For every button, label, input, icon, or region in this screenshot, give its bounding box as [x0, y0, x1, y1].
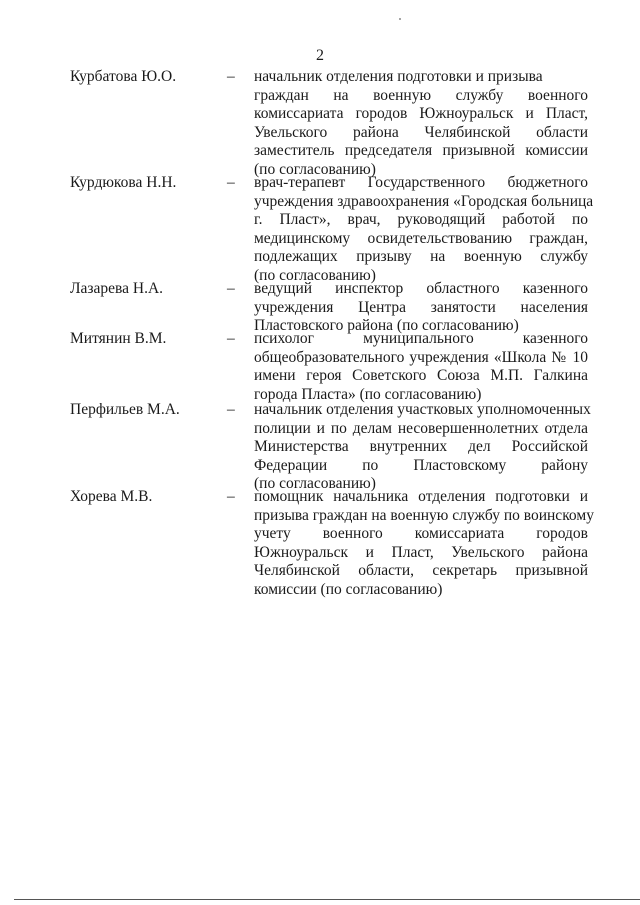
position-line: (по согласованию): [254, 266, 376, 284]
page-number: 2: [316, 47, 324, 64]
position-line: Южноуральск и Пласт, Увельского района: [254, 543, 588, 561]
position-line: полиции и по делам несовершеннолетних отдела: [254, 419, 588, 437]
position-line: начальник отделения подготовки и призыва: [254, 68, 543, 85]
position-line: Федерации по Пластовскому району: [254, 456, 588, 474]
member-name: Лазарева Н.А.: [70, 280, 164, 297]
position-line: медицинскому освидетельствованию граждан,: [254, 229, 588, 247]
member-position: [254, 280, 588, 336]
dash-separator: –: [227, 174, 235, 191]
dash-separator: –: [227, 68, 235, 85]
member-name: Перфильев М.А.: [70, 401, 180, 418]
dash-separator: –: [227, 330, 235, 347]
member-position: [254, 68, 588, 179]
position-line: (по согласованию): [254, 160, 376, 178]
position-line: учреждения здравоохранения «Городская больница: [254, 192, 594, 210]
position-line: комиссариата городов Южноуральск и Пласт,: [254, 105, 588, 122]
position-line: граждан на военную службу военного: [254, 86, 588, 104]
position-line: Увельского района Челябинской области: [254, 123, 588, 141]
position-line: психолог муниципального казенного: [254, 330, 588, 347]
member-position: [254, 174, 594, 285]
bottom-rule: [14, 899, 640, 900]
position-line: г. Пласт», врач, руководящий работой по: [254, 211, 588, 228]
position-line: помощник начальника отделения подготовки и: [254, 488, 588, 505]
position-line: комиссии (по согласованию): [254, 580, 443, 598]
member-name: Курбатова Ю.О.: [70, 68, 177, 85]
position-line: общеобразовательного учреждения «Школа № 10: [254, 348, 588, 366]
position-line: (по согласованию): [254, 475, 376, 492]
member-position: [254, 401, 591, 494]
member-position: [254, 330, 588, 404]
position-line: учету военного комиссариата городов: [254, 525, 588, 542]
position-line: учреждения Центра занятости населения: [254, 298, 588, 316]
position-line: подлежащих призыву на военную службу: [254, 248, 588, 265]
position-line: Министерства внутренних дел Российской: [254, 438, 588, 455]
position-line: начальник отделения участковых уполномоченных: [254, 401, 591, 418]
dash-separator: –: [227, 280, 235, 297]
position-line: Челябинской области, секретарь призывной: [254, 562, 588, 579]
position-line: имени героя Советского Союза М.П. Галкина: [254, 367, 588, 384]
position-line: призыва граждан на военную службу по воинскому: [254, 506, 594, 524]
member-name: Митянин В.М.: [70, 330, 167, 347]
dash-separator: –: [227, 401, 235, 418]
position-line: города Пласта» (по согласованию): [254, 385, 482, 403]
position-line: заместитель председателя призывной комиссии: [254, 142, 588, 159]
position-line: врач-терапевт Государственного бюджетного: [254, 174, 588, 191]
dash-separator: –: [227, 488, 235, 505]
position-line: Пластовского района (по согласованию): [254, 317, 519, 334]
member-name: Курдюкова Н.Н.: [70, 174, 177, 191]
member-position: [254, 488, 594, 599]
scan-speck: [399, 18, 401, 20]
member-name: Хорева М.В.: [70, 488, 153, 505]
position-line: ведущий инспектор областного казенного: [254, 280, 588, 297]
